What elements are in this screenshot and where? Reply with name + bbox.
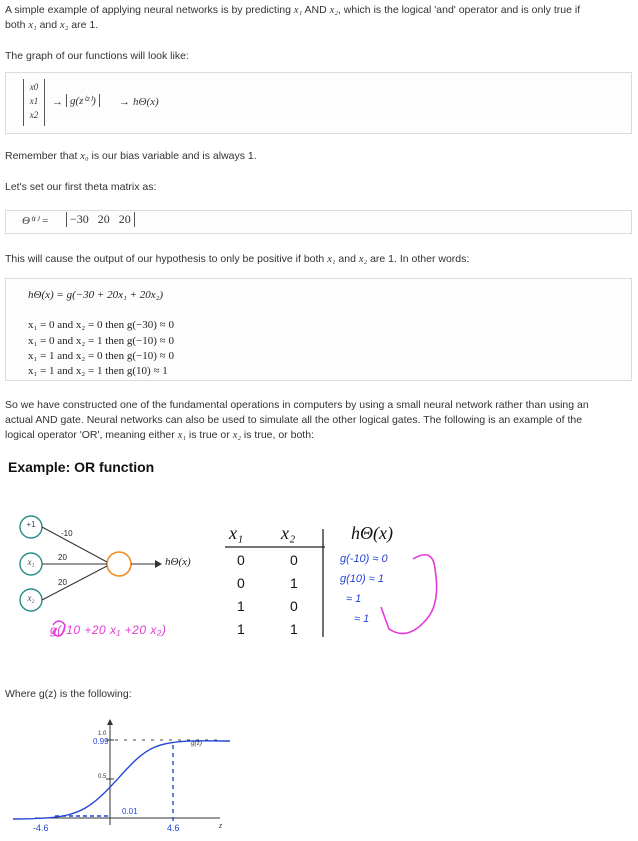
hypothesis-math-box xyxy=(5,278,632,381)
var-x1: x₁ xyxy=(293,5,303,16)
table-cell: 1 xyxy=(290,575,298,591)
output-node xyxy=(107,552,131,576)
truth-row: x₁ = 0 and x₂ = 1 then g(−10) ≈ 0 xyxy=(28,335,174,347)
table-header-x1: x₁ xyxy=(229,523,244,543)
sigmoid-plot xyxy=(5,715,235,839)
annotation-099: 0.99 xyxy=(93,737,109,746)
g-intro-text: Where g(z) is the following: xyxy=(5,688,132,700)
var-x1: x₁ xyxy=(177,430,186,441)
intro-text: and xyxy=(36,19,61,31)
theta-matrix xyxy=(66,212,135,227)
input-x2: x2 xyxy=(29,110,39,120)
weight-label: 20 xyxy=(58,553,67,562)
truth-row: x₁ = 0 and x₂ = 0 then g(−30) ≈ 0 xyxy=(28,319,174,331)
graph-math-box xyxy=(5,72,632,134)
theta-value: 20 xyxy=(97,212,110,226)
intro-text: , which is the logical 'and' operator and is only true if xyxy=(337,4,581,16)
hyp-text-a: This will cause the output of our hypothesis to only be positive if both xyxy=(5,253,328,265)
handwritten-loop xyxy=(381,555,437,634)
input-vector xyxy=(23,79,45,126)
arrow-icon: → xyxy=(119,96,130,108)
theta-intro: Let's set our first theta matrix as: xyxy=(5,181,157,193)
hyp-text-c: are 1. In other words: xyxy=(367,253,470,265)
weight-label: -10 xyxy=(61,529,73,538)
annotation-001: 0.01 xyxy=(122,807,138,816)
bias-text xyxy=(5,149,257,164)
sigmoid-image xyxy=(5,715,235,839)
or-paragraph xyxy=(5,398,635,443)
weight-label: 20 xyxy=(58,578,67,587)
bias-text-a: Remember that xyxy=(5,150,81,162)
or-example-image xyxy=(5,457,445,667)
x-annotation-right: 4.6 xyxy=(167,823,180,833)
x1-column xyxy=(237,549,245,641)
theta-math-box xyxy=(5,210,632,234)
truth-row: x₁ = 1 and x₂ = 0 then g(−10) ≈ 0 xyxy=(28,350,174,362)
handwritten-h-column xyxy=(340,549,388,629)
curve-label: g(z) xyxy=(191,739,202,747)
network-output-label: hΘ(x) xyxy=(165,556,191,568)
hypothesis-text xyxy=(5,252,469,267)
intro-text: are 1. xyxy=(68,19,99,31)
var-x2: x₂ xyxy=(358,254,368,265)
y-tick-label: 1.0 xyxy=(98,731,107,737)
x1-node-label: x₁ xyxy=(27,557,35,567)
theta-value: 20 xyxy=(118,212,131,226)
intro-text: AND xyxy=(302,4,330,16)
or-text: logical operator 'OR', meaning either xyxy=(5,429,178,441)
y-tick-label: 0.5 xyxy=(98,774,107,780)
table-cell: 1 xyxy=(237,621,245,637)
handwritten-note: ≈ 1 xyxy=(346,593,362,605)
graph-intro-text: The graph of our functions will look like: xyxy=(5,50,189,62)
table-cell: 0 xyxy=(290,552,298,568)
or-text: is true or xyxy=(186,429,233,441)
or-text: So we have constructed one of the fundamental operations in computers by using a small neural network rather than using an xyxy=(5,399,589,411)
handwritten-note: ≈ 1 xyxy=(354,613,370,625)
x2-node-label: x₂ xyxy=(27,593,35,603)
arrow-icon xyxy=(155,560,162,568)
truth-row: x₁ = 1 and x₂ = 1 then g(10) ≈ 1 xyxy=(28,365,168,377)
handwritten-note: g(-10) ≈ 0 xyxy=(340,553,388,565)
theta-label: Θ⁽¹⁾ = xyxy=(22,215,49,227)
table-cell: 1 xyxy=(290,621,298,637)
table-header-h: hΘ(x) xyxy=(351,523,393,543)
hypothesis-equation: hΘ(x) = g(−30 + 20x₁ + 20x₂) xyxy=(28,289,164,301)
x-axis-label: z xyxy=(219,821,223,830)
var-x0: x₀ xyxy=(80,151,89,162)
var-x1: x₁ xyxy=(28,20,37,31)
input-x1: x1 xyxy=(29,96,39,106)
or-text: is true, or both: xyxy=(241,429,314,441)
intro-text: A simple example of applying neural networks is by predicting xyxy=(5,4,294,16)
table-cell: 0 xyxy=(290,598,298,614)
arrow-icon: → xyxy=(52,96,63,108)
bias-text-b: is our bias variable and is always 1. xyxy=(88,150,257,162)
var-x2: x₂ xyxy=(60,20,69,31)
table-cell: 1 xyxy=(237,598,245,614)
output-h: hΘ(x) xyxy=(133,96,159,108)
edge xyxy=(42,566,107,600)
intro-text: both xyxy=(5,19,29,31)
table-header-x2: x₂ xyxy=(281,523,296,543)
intro-paragraph xyxy=(5,3,633,33)
x2-column xyxy=(290,549,298,641)
or-text: actual AND gate. Neural networks can also be used to simulate all the other logical gates. The following is an example of the xyxy=(5,414,583,426)
x-annotation-left: -4.6 xyxy=(33,823,49,833)
var-x2: x₂ xyxy=(232,430,241,441)
bias-node-label: +1 xyxy=(26,520,36,529)
table-cell: 0 xyxy=(237,575,245,591)
var-x2: x₂ xyxy=(329,5,338,16)
hidden-layer: g(z⁽²⁾) xyxy=(66,94,100,107)
handwritten-note: g(10) ≈ 1 xyxy=(340,573,384,585)
hyp-text-b: and xyxy=(335,253,359,265)
handwritten-formula: g(-10 +20 x₁ +20 x₂) xyxy=(50,623,167,637)
table-cell: 0 xyxy=(237,552,245,568)
input-x0: x0 xyxy=(29,82,39,92)
theta-value: −30 xyxy=(70,212,89,226)
example-title: Example: OR function xyxy=(8,459,155,475)
axis-arrow-icon xyxy=(107,719,113,725)
var-x1: x₁ xyxy=(327,254,336,265)
edge xyxy=(42,527,107,562)
